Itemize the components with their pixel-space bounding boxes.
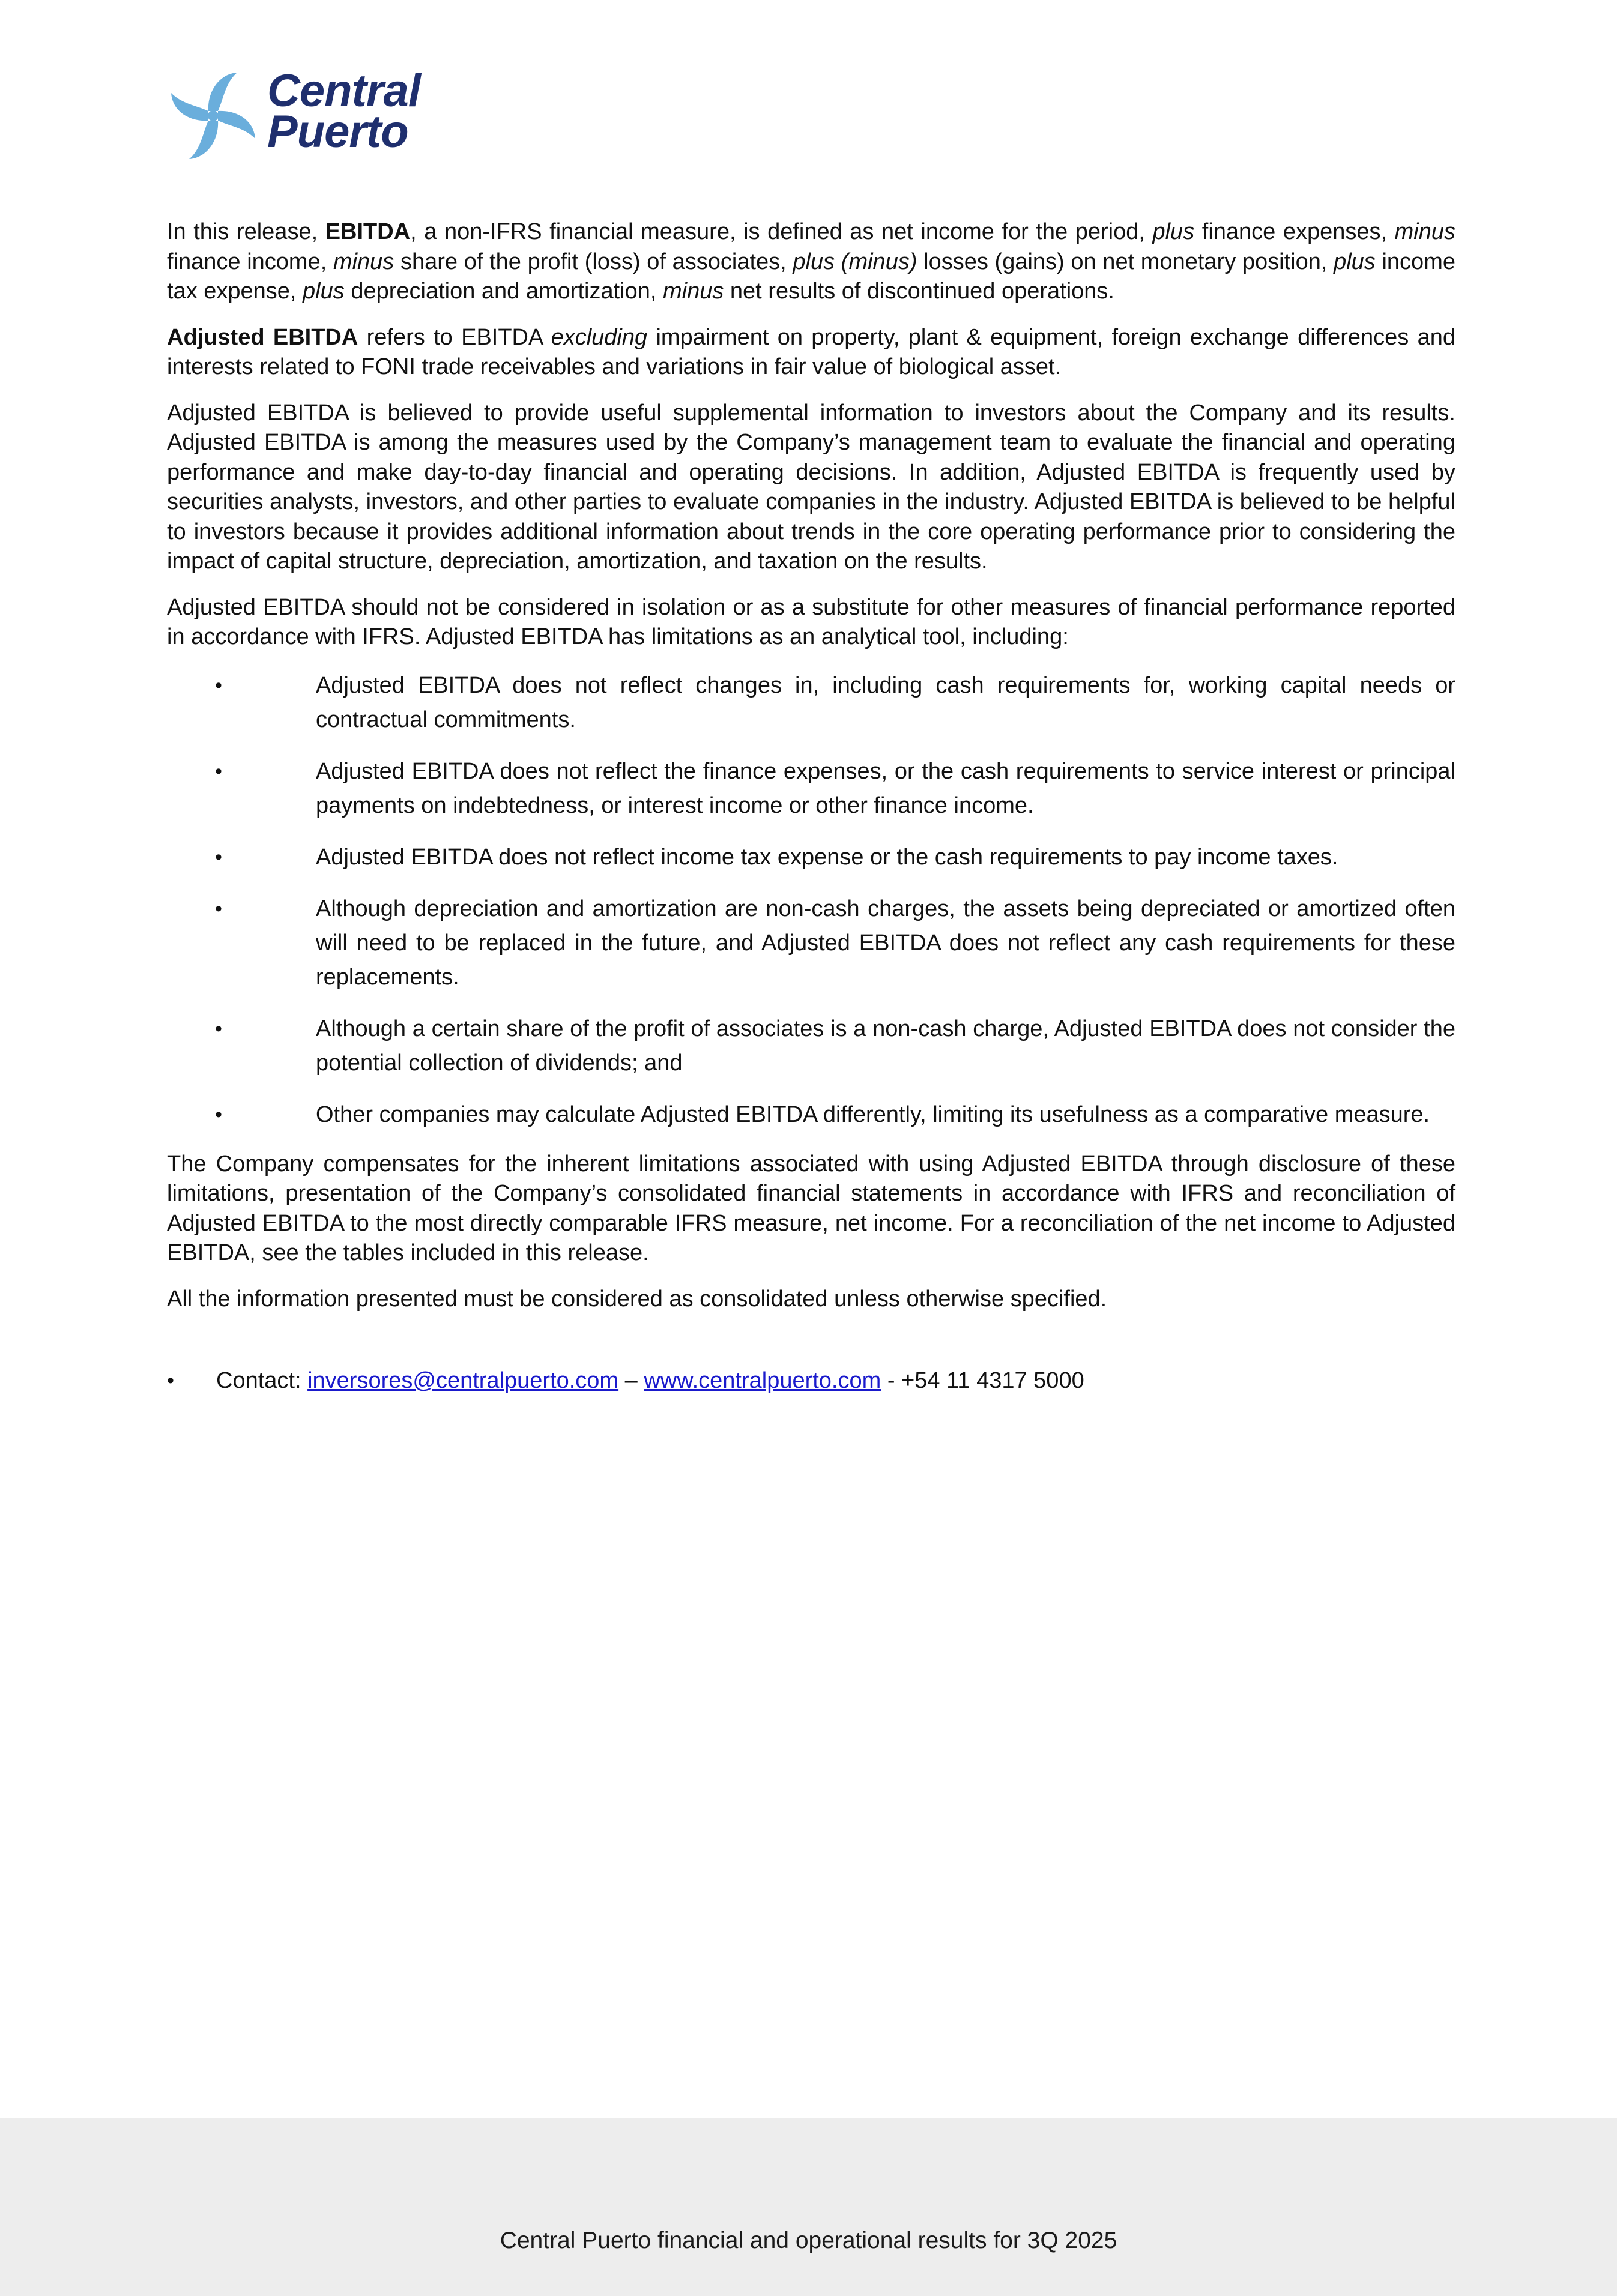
page-footer: [0, 2118, 1617, 2296]
list-item: • Adjusted EBITDA does not reflect changes in, including cash requirements for, working capital needs or contractual commitments.: [215, 672, 1455, 732]
compensation-paragraph: The Company compensates for the inherent limitations associated with using Adjusted EBITDA through disclosure of these limitations, presentation of the Company’s consolidated financial statements in accordance with IFRS and reconciliation of Adjusted EBITDA to the most directly comparable IFRS measure, net income. For a reconciliation of the net income to Adjusted EBITDA, see the tables included in this release.: [167, 1151, 1455, 1265]
email-link[interactable]: inversores@centralpuerto.com: [307, 1368, 619, 1393]
list-item: • Other companies may calculate Adjusted EBITDA differently, limiting its usefulness as a comparative measure.: [215, 1101, 1430, 1127]
limitations-intro-paragraph: Adjusted EBITDA should not be considered in isolation or as a substitute for other measures of financial performance reported in accordance with IFRS. Adjusted EBITDA has limitations as an analytical tool, including:: [167, 594, 1455, 649]
ebitda-definition-paragraph: In this release, EBITDA, a non-IFRS financial measure, is defined as net income for the period, plus finance expenses, minus finance income, minus share of the profit (loss) of associates, plus (minus) losses (gains) on net monetary position, plus income tax expense, plus depreciation and amortization, minus net results of discontinued operations.: [167, 219, 1456, 304]
contact-label: Contact:: [216, 1368, 308, 1393]
pinwheel-logo-icon: [168, 65, 258, 167]
limitations-list: [167, 669, 1455, 1132]
list-item: • Although a certain share of the profit of associates is a non-cash charge, Adjusted EBITDA does not consider the potential collection of dividends; and: [215, 1016, 1455, 1076]
footer-title: Central Puerto financial and operational results for 3Q 2025: [500, 2228, 1117, 2253]
website-link[interactable]: www.centralpuerto.com: [644, 1368, 881, 1393]
logo-wordmark-line2: Puerto: [267, 106, 408, 157]
consolidated-note-paragraph: All the information presented must be considered as consolidated unless otherwise specified.: [167, 1286, 1107, 1312]
list-item: • Although depreciation and amortization are non-cash charges, the assets being depreciated or amortized often will need to be replaced in the future, and Adjusted EBITDA does not reflect any cash requirements for these replacements.: [215, 896, 1455, 990]
logo-wordmark-line1: Central: [267, 65, 420, 116]
company-logo: [168, 60, 456, 174]
list-item: • Adjusted EBITDA does not reflect income tax expense or the cash requirements to pay income taxes.: [215, 844, 1338, 870]
contact-line: • Contact: inversores@centralpuerto.com – www.centralpuerto.com - +54 11 4317 5000: [167, 1368, 1084, 1393]
usefulness-paragraph: Adjusted EBITDA is believed to provide useful supplemental information to investors about the Company and its results. Adjusted EBITDA is among the measures used by the Company’s management team to evaluate the financial and operating performance and make day-to-day financial and operating decisions. In addition, Adjusted EBITDA is frequently used by securities analysts, investors, and other parties to evaluate companies in the industry. Adjusted EBITDA is believed to be helpful to investors because it provides additional information about trends in the core operating performance prior to considering the impact of capital structure, depreciation, amortization, and taxation on the results.: [167, 400, 1455, 574]
list-item: • Adjusted EBITDA does not reflect the finance expenses, or the cash requirements to service interest or principal payments on indebtedness, or interest income or other finance income.: [215, 758, 1455, 818]
phone-number: +54 11 4317 5000: [901, 1368, 1084, 1393]
document-body: [167, 217, 1455, 1396]
adjusted-ebitda-definition-paragraph: Adjusted EBITDA refers to EBITDA excluding impairment on property, plant & equipment, foreign exchange differences and interests related to FONI trade receivables and variations in fair value of biological asset.: [167, 324, 1455, 379]
